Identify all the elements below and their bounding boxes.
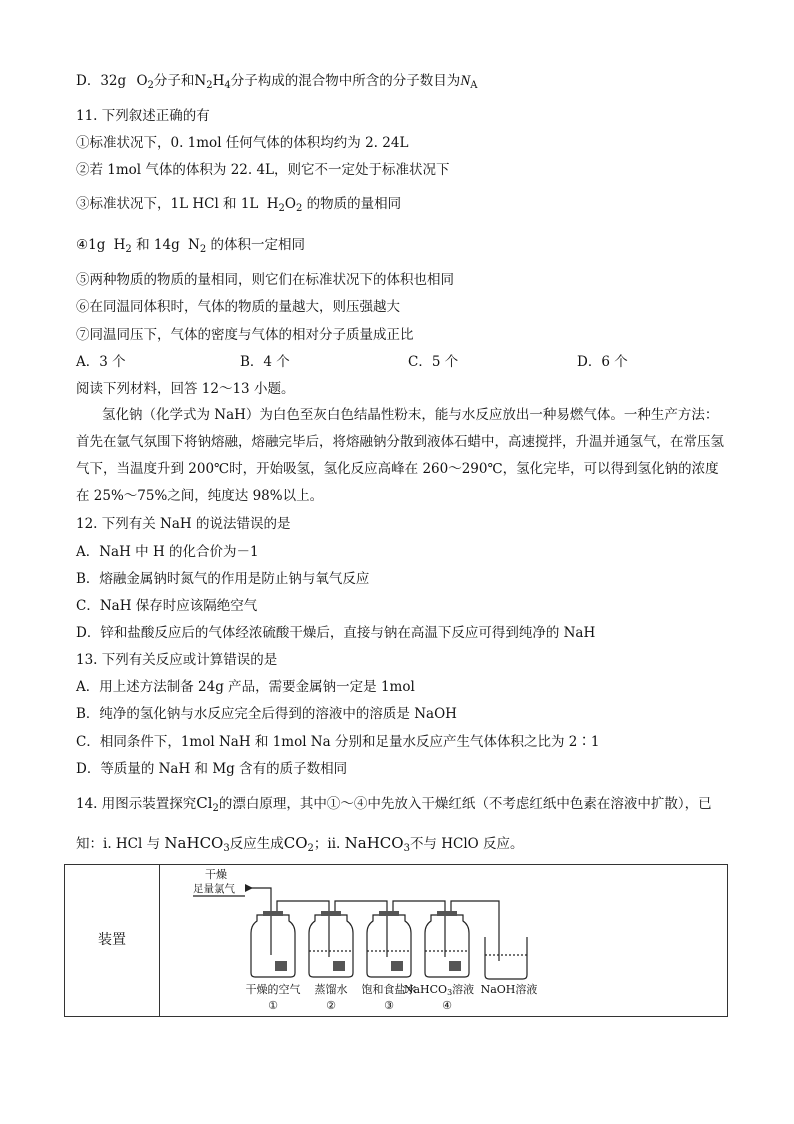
stopper-2: [321, 911, 341, 916]
q11-option-b: B．4 个: [240, 354, 290, 370]
bottle-3-label: 饱和食盐水: [361, 983, 417, 996]
q13-option-b: B．纯净的氢化钠与水反应完全后得到的溶液中的溶质是 NaOH: [76, 706, 457, 722]
bottle-4: [425, 915, 469, 977]
bottle-2: [309, 915, 353, 977]
apparatus-table: [64, 864, 728, 1017]
q11-option-d: D．6 个: [577, 354, 628, 370]
bottle-1-number: ①: [268, 999, 278, 1012]
q12-option-c: C．NaH 保存时应该隔绝空气: [76, 598, 258, 614]
stopper-3: [379, 911, 399, 916]
bottle-4-label: NaHCO3溶液: [403, 983, 475, 997]
pipe-inlet: [245, 888, 271, 955]
inlet-arrow-head: [245, 884, 253, 892]
reading-passage: 氢化钠（化学式为 NaH）为白色至灰白色结晶性粉末，能与水反应放出一种易燃气体。一种生产方法：首先在氩气氛围下将钠熔融，熔融完毕后，将熔融钠分散到液体石蜡中，高速搅拌，升温并通氢气，在常压氢气下，当温度升到 200℃时，开始吸氢，氢化反应高峰在 260～290℃，氢化完毕，可以得到氢化钠的浓度在 25%～75%之间，纯度达 98%以上。: [76, 407, 724, 504]
q11-statement-4: ④1g $H_2$ 和 14g $N_2$ 的体积一定相同: [76, 237, 305, 255]
beaker-label: NaOH溶液: [480, 983, 538, 996]
q12-stem: 12. 下列有关 NaH 的说法错误的是: [76, 516, 291, 532]
apparatus-row-label: 装置: [98, 932, 126, 948]
bottle-2-number: ②: [326, 999, 336, 1012]
q13-option-c: C．相同条件下，1mol NaH 和 1mol Na 分别和足量水反应产生气体体积之比为 2∶1: [76, 734, 600, 750]
q11-option-c: C．5 个: [408, 354, 459, 370]
q13-stem: 13. 下列有关反应或计算错误的是: [76, 652, 278, 668]
bottle-1: [251, 915, 295, 977]
q11-statement-2: ②若 1mol 气体的体积为 22. 4L，则它不一定处于标准状况下: [76, 162, 450, 178]
q13-option-d: D．等质量的 NaH 和 Mg 含有的质子数相同: [76, 761, 348, 777]
pipe-3-4: [393, 901, 445, 957]
bottle-1-label: 干燥的空气: [245, 983, 301, 996]
bottle-4-number: ④: [442, 999, 452, 1012]
paper-2: [333, 961, 345, 971]
q12-option-a: A．NaH 中 H 的化合价为－1: [76, 544, 259, 560]
apparatus-diagram: [159, 865, 727, 1016]
q10-option-d: D．32g $O_2$分子和$N_2H_4$分子构成的混合物中所含的分子数目为$N_A$: [76, 73, 478, 91]
paper-4: [449, 961, 461, 971]
stopper-1: [263, 911, 283, 916]
q13-option-a: A．用上述方法制备 24g 产品，需要金属钠一定是 1mol: [76, 679, 415, 695]
q14-stem-line-2: 知：ⅰ. HCl 与 NaHCO$_3$反应生成$CO_2$；ⅱ. NaHCO$_3$不与 HClO 反应。: [76, 834, 524, 854]
q11-stem: 11. 下列叙述正确的有: [76, 108, 210, 124]
beaker: [485, 937, 527, 979]
q11-statement-5: ⑤两种物质的物质的量相同，则它们在标准状况下的体积也相同: [76, 272, 454, 288]
bottle-3: [367, 915, 411, 977]
stopper-4: [437, 911, 457, 916]
q11-statement-6: ⑥在同温同体积时，气体的物质的量越大，则压强越大: [76, 299, 400, 315]
q11-statement-3: ③标准状况下，1L HCl 和 1L $H_2O_2$ 的物质的量相同: [76, 196, 402, 214]
pipe-1-2: [277, 901, 329, 957]
q12-option-b: B．熔融金属钠时氮气的作用是防止钠与氧气反应: [76, 571, 370, 587]
q14-stem-line-1: 14. 用图示装置探究$Cl_2$的漂白原理，其中①～④中先放入干燥红纸（不考虑红纸中色素在溶液中扩散），已: [76, 794, 712, 814]
apparatus-label-cell: [65, 865, 160, 1016]
q11-statement-1: ①标准状况下，0. 1mol 任何气体的体积均约为 2. 24L: [76, 135, 409, 151]
q11-statement-7: ⑦同温同压下，气体的密度与气体的相对分子质量成正比: [76, 327, 414, 343]
paper-1: [275, 961, 287, 971]
pipe-2-3: [335, 901, 387, 957]
paper-3: [391, 961, 403, 971]
inlet-label-1: 干燥: [205, 868, 227, 881]
q11-option-a: A．3 个: [76, 354, 126, 370]
pipe-4-beaker: [451, 901, 499, 961]
reading-intro: 阅读下列材料，回答 12～13 小题。: [76, 381, 295, 397]
inlet-label-2: 足量氯气: [193, 883, 235, 895]
bottle-2-label: 蒸馏水: [314, 983, 348, 996]
q12-option-d: D．锌和盐酸反应后的气体经浓硫酸干燥后，直接与钠在高温下反应可得到纯净的 NaH: [76, 625, 596, 641]
bottle-3-number: ③: [384, 999, 394, 1012]
